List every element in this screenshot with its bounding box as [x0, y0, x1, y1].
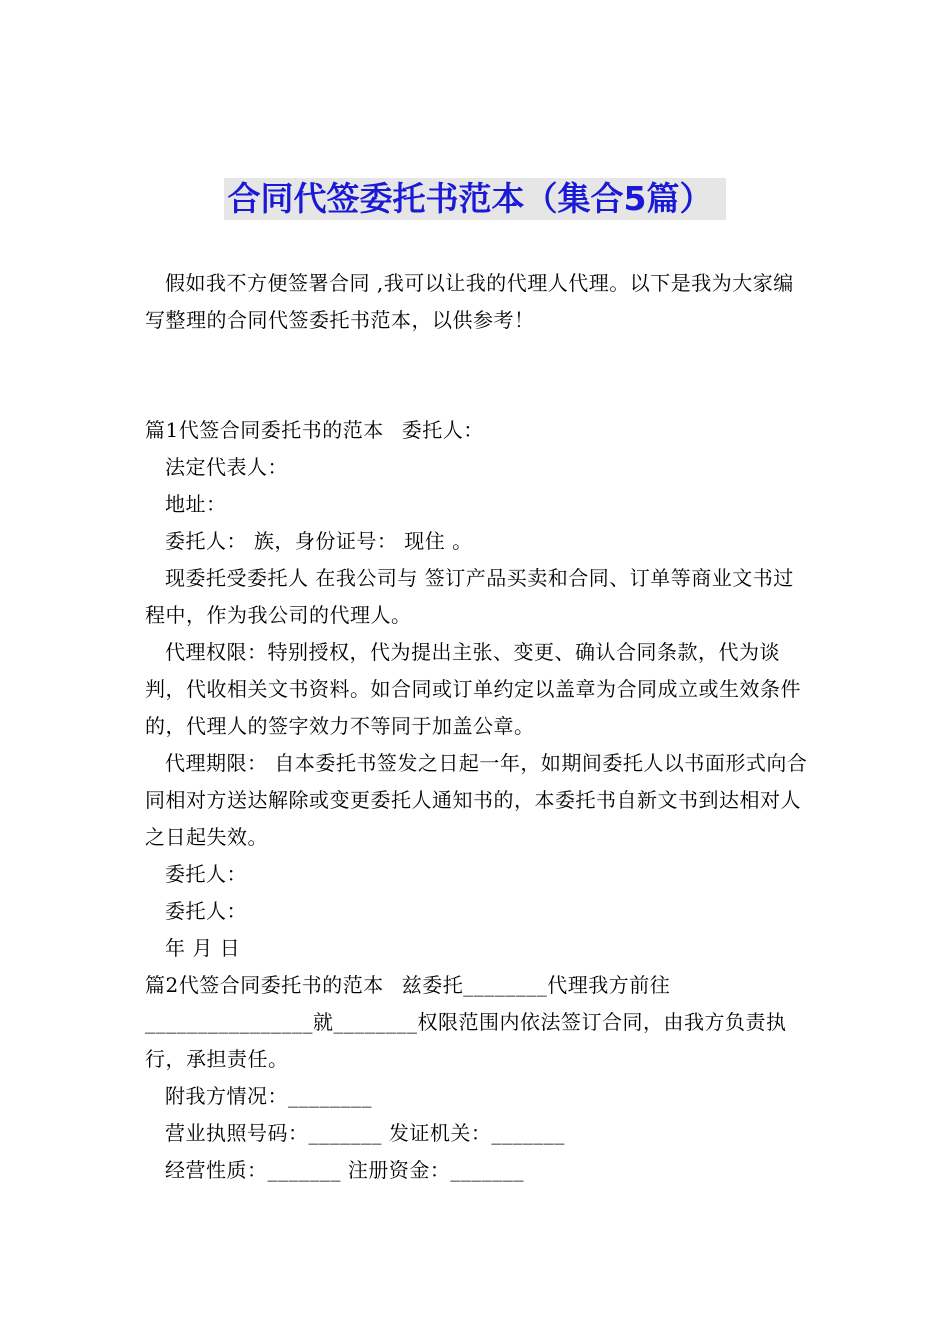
- section1-line: 年 月 日: [165, 936, 241, 960]
- section2-heading-tail: 兹委托________代理我方前往________________就________权限范围内依法签订合同，由我方负责执行，承担责任。: [145, 973, 787, 1071]
- section1-line: 现委托受委托人 在我公司与 签订产品买卖和合同、订单等商业文书过程中，作为我公司的代理人。: [145, 566, 794, 627]
- section2-heading-line: [145, 967, 810, 1078]
- section1-heading: 篇1代签合同委托书的范本: [145, 418, 384, 442]
- intro-block: [145, 265, 810, 339]
- section1-heading-line: [145, 412, 810, 449]
- section2-heading: 篇2代签合同委托书的范本: [145, 973, 384, 997]
- title-container: [0, 178, 950, 220]
- section2-line: 营业执照号码：_______ 发证机关：_______: [165, 1121, 565, 1145]
- section1-line: 委托人：: [165, 899, 247, 923]
- section1-line: 地址：: [165, 492, 227, 516]
- section2-line: 附我方情况：________: [165, 1084, 372, 1108]
- section1-line: 代理期限： 自本委托书签发之日起一年，如期间委托人以书面形式向合同相对方送达解除或变更委托人通知书的，本委托书自新文书到达相对人之日起失效。: [145, 751, 808, 849]
- section1-line: 委托人： 族，身份证号： 现住 。: [165, 529, 473, 553]
- section1-line: 法定代表人：: [165, 455, 288, 479]
- document-title: 合同代签委托书范本（集合5篇）: [224, 178, 727, 220]
- section1-line: 代理权限：特别授权，代为提出主张、变更、确认合同条款，代为谈判，代收相关文书资料。如合同或订单约定以盖章为合同成立或生效条件的，代理人的签字效力不等同于加盖公章。: [145, 640, 801, 738]
- section2-line: 经营性质：_______ 注册资金：_______: [165, 1158, 524, 1182]
- section1-line: 委托人：: [165, 862, 247, 886]
- section1-heading-tail: 委托人：: [401, 418, 484, 442]
- document-body: [145, 412, 810, 1189]
- intro-paragraph: 假如我不方便签署合同 ,我可以让我的代理人代理。以下是我为大家编写整理的合同代签委托书范本，以供参考！: [145, 271, 794, 332]
